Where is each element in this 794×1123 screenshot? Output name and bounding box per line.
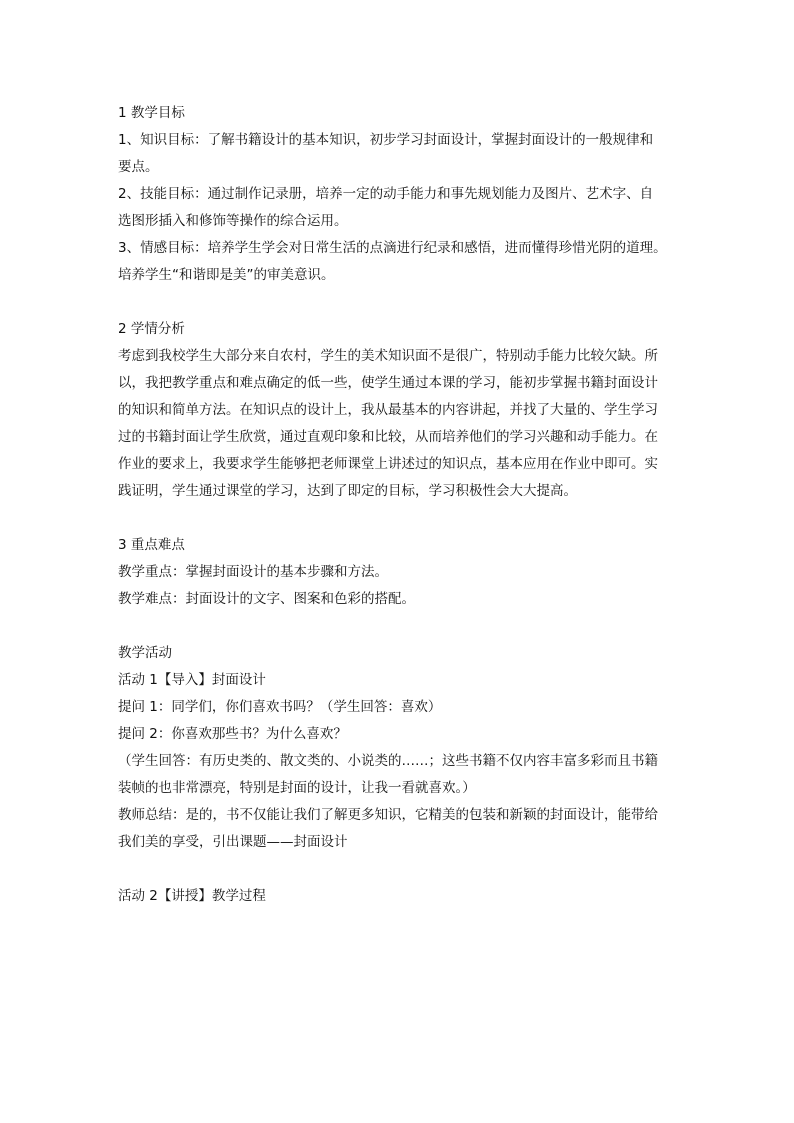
- paragraph-line: 提问 2：你喜欢那些书？为什么喜欢？: [118, 726, 347, 742]
- paragraph-line: 3、情感目标：培养学生学会对日常生活的点滴进行纪录和感悟，进而懂得珍惜光阴的道理。: [118, 240, 667, 256]
- paragraph-line: 活动 1【导入】封面设计: [118, 672, 266, 688]
- paragraph-line: 1、知识目标：了解书籍设计的基本知识，初步学习封面设计，掌握封面设计的一般规律和: [118, 132, 654, 148]
- section-heading-key-points: 3 重点难点: [118, 537, 185, 553]
- paragraph-line: 提问 1：同学们，你们喜欢书吗？（学生回答：喜欢）: [118, 699, 442, 715]
- paragraph-line: 教学重点：掌握封面设计的基本步骤和方法。: [118, 564, 388, 580]
- paragraph-line: （学生回答：有历史类的、散文类的、小说类的……；这些书籍不仅内容丰富多彩而且书籍: [118, 753, 658, 769]
- paragraph-line: 以，我把教学重点和难点确定的低一些，使学生通过本课的学习，能初步掌握书籍封面设计: [118, 375, 658, 391]
- paragraph-line: 要点。: [118, 159, 159, 175]
- section-heading-activity-2: 活动 2【讲授】教学过程: [118, 888, 266, 904]
- paragraph-line: 践证明，学生通过课堂的学习，达到了即定的目标，学习积极性会大大提高。: [118, 483, 577, 499]
- section-heading-student-analysis: 2 学情分析: [118, 321, 185, 337]
- blank-line: [118, 505, 680, 532]
- blank-line: [118, 289, 680, 316]
- paragraph-line: 装帧的也非常漂亮，特别是封面的设计，让我一看就喜欢。）: [118, 780, 476, 796]
- paragraph-line: 过的书籍封面让学生欣赏，通过直观印象和比较，从而培养他们的学习兴趣和动手能力。在: [118, 429, 658, 445]
- blank-line: [118, 856, 680, 883]
- section-heading-teaching-goals: 1 教学目标: [118, 105, 185, 121]
- section-heading-teaching-activities: 教学活动: [118, 645, 172, 661]
- paragraph-line: 考虑到我校学生大部分来自农村，学生的美术知识面不是很广，特别动手能力比较欠缺。所: [118, 348, 658, 364]
- paragraph-line: 的知识和简单方法。在知识点的设计上，我从最基本的内容讲起，并找了大量的、学生学习: [118, 402, 658, 418]
- paragraph-line: 培养学生“和谐即是美”的审美意识。: [118, 267, 335, 283]
- paragraph-line: 教师总结：是的，书不仅能让我们了解更多知识，它精美的包装和新颖的封面设计，能带给: [118, 807, 658, 823]
- paragraph-line: 我们美的享受，引出课题——封面设计: [118, 834, 348, 850]
- paragraph-line: 2、技能目标：通过制作记录册，培养一定的动手能力和事先规划能力及图片、艺术字、自: [118, 186, 654, 202]
- paragraph-line: 教学难点：封面设计的文字、图案和色彩的搭配。: [118, 591, 415, 607]
- paragraph-line: 作业的要求上，我要求学生能够把老师课堂上讲述过的知识点，基本应用在作业中即可。实: [118, 456, 658, 472]
- document-page: [118, 100, 680, 910]
- paragraph-line: 选图形插入和修饰等操作的综合运用。: [118, 213, 348, 229]
- blank-line: [118, 613, 680, 640]
